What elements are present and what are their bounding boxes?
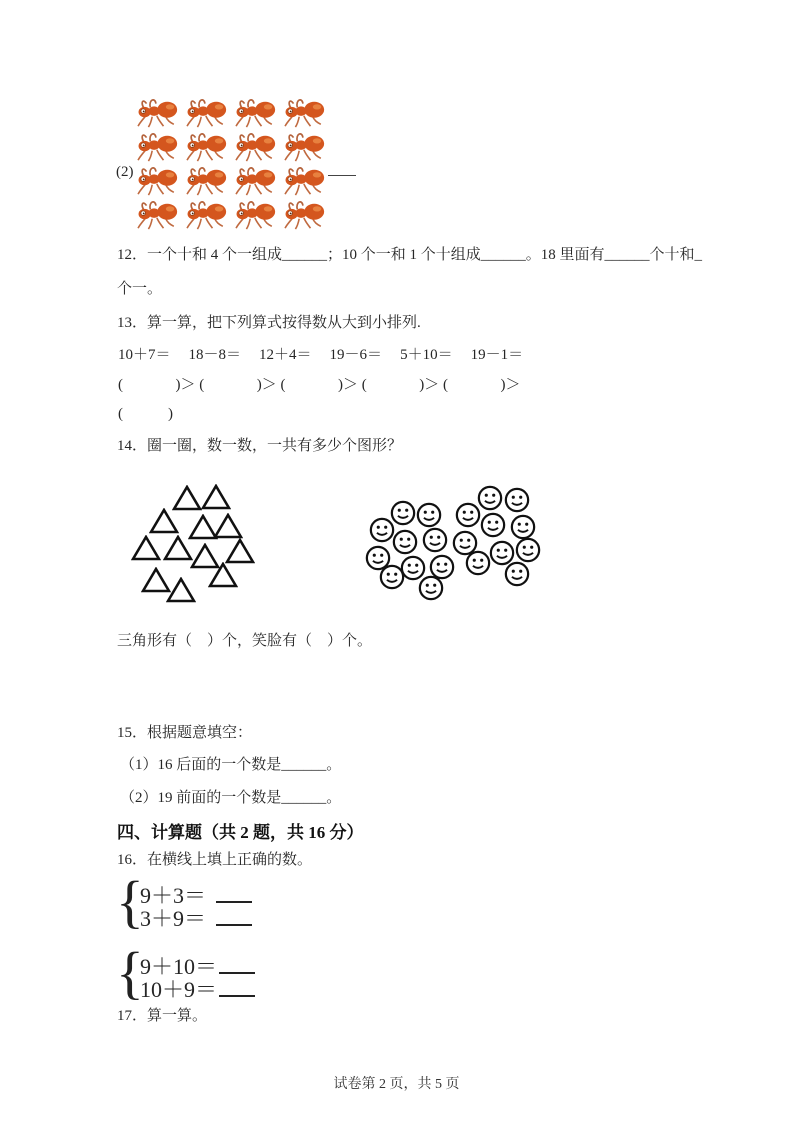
expression: 19－6＝ <box>329 347 383 363</box>
smiley-icon <box>506 489 528 511</box>
ant-icon <box>278 131 326 163</box>
ant-icon <box>131 165 179 197</box>
q16-eq-2b <box>140 973 255 1001</box>
smiley-icon <box>394 531 416 553</box>
expression: 18－8＝ <box>188 347 242 363</box>
smiley-icon <box>371 519 393 541</box>
equation-text: 9＋10＝ <box>140 954 218 979</box>
ant-icon <box>180 199 228 231</box>
ant-icon <box>180 97 228 129</box>
smiley-icon <box>512 516 534 538</box>
section-4-title: 四、计算题（共 2 题，共 16 分） <box>117 823 364 842</box>
expression: 19－1＝ <box>470 347 524 363</box>
answer-blank <box>219 973 255 997</box>
question-12-line1: 12．一个十和 4 个一组成______；10 个一和 1 个十组成______。18 里面有______个十和_ <box>117 247 703 263</box>
triangle-shape <box>192 545 218 567</box>
ant-icon <box>278 165 326 197</box>
ant-icon <box>180 131 228 163</box>
question-13-order-line1: ( )＞ ( )＞ ( )＞ ( )＞ ( )＞ <box>118 377 521 393</box>
smiley-icon <box>424 529 446 551</box>
ant-icon <box>131 97 179 129</box>
triangle-shape <box>165 537 191 559</box>
question-13-order-line2: ( ) <box>118 406 173 422</box>
ant-icon <box>229 165 277 197</box>
brace-left: { <box>116 869 144 934</box>
smiley-cluster <box>365 483 560 608</box>
expression: 12＋4＝ <box>259 347 312 363</box>
question-15-item1: （1）16 后面的一个数是______。 <box>120 757 342 773</box>
answer-blank <box>219 950 255 974</box>
q16-eq-1b <box>140 902 252 930</box>
triangle-shape <box>174 487 200 509</box>
equation-text: 9＋3＝ <box>140 883 207 908</box>
question-15-item2: （2）19 前面的一个数是______。 <box>120 790 342 806</box>
smiley-icon <box>457 504 479 526</box>
ant-icon <box>278 97 326 129</box>
answer-blank <box>216 879 252 903</box>
equation-text: 10＋9＝ <box>140 977 218 1002</box>
triangle-shape <box>143 569 169 591</box>
ant-icon <box>229 131 277 163</box>
smiley-icon <box>467 552 489 574</box>
expression: 5＋10＝ <box>400 347 453 363</box>
triangle-shape <box>133 537 159 559</box>
smiley-icon <box>482 514 504 536</box>
smiley-icon <box>454 532 476 554</box>
smiley-icon <box>418 504 440 526</box>
smiley-icon <box>491 542 513 564</box>
page-footer: 试卷第 2 页，共 5 页 <box>333 1077 460 1092</box>
question-16-title: 16．在横线上填上正确的数。 <box>117 852 313 868</box>
brace-left: { <box>116 940 144 1005</box>
question-17-title: 17．算一算。 <box>117 1008 208 1024</box>
triangle-shape <box>151 510 177 532</box>
ant-figure-label: (2) <box>116 164 134 180</box>
ant-icon <box>229 97 277 129</box>
ant-icon <box>180 165 228 197</box>
ant-figure <box>131 97 327 233</box>
smiley-icon <box>506 563 528 585</box>
expression: 10＋7＝ <box>118 347 171 363</box>
answer-dash-line <box>328 175 356 176</box>
smiley-icon <box>367 547 389 569</box>
question-14-title: 14．圈一圈，数一数，一共有多少个图形？ <box>117 438 403 454</box>
ant-icon <box>278 199 326 231</box>
ant-icon <box>131 199 179 231</box>
triangle-shape <box>190 516 216 538</box>
question-14-answer-line: 三角形有（ ）个，笑脸有（ ）个。 <box>117 633 373 649</box>
question-13-expressions <box>118 343 523 364</box>
ant-icon <box>131 131 179 163</box>
smiley-icon <box>517 539 539 561</box>
triangle-shape <box>215 515 241 537</box>
ant-icon <box>229 199 277 231</box>
equation-text: 3＋9＝ <box>140 906 207 931</box>
question-13-title: 13．算一算，把下列算式按得数从大到小排列. <box>117 315 421 331</box>
smiley-icon <box>392 502 414 524</box>
smiley-icon <box>381 566 403 588</box>
question-12-line2: 个一。 <box>117 281 163 297</box>
question-15-title: 15．根据题意填空： <box>117 725 253 741</box>
triangle-cluster <box>128 484 278 606</box>
triangle-shape <box>203 486 229 508</box>
smiley-icon <box>431 556 453 578</box>
triangle-shape <box>227 540 253 562</box>
smiley-icon <box>402 557 424 579</box>
answer-blank <box>216 902 252 926</box>
smiley-icon <box>479 487 501 509</box>
smiley-icon <box>420 577 442 599</box>
triangle-shape <box>168 579 194 601</box>
